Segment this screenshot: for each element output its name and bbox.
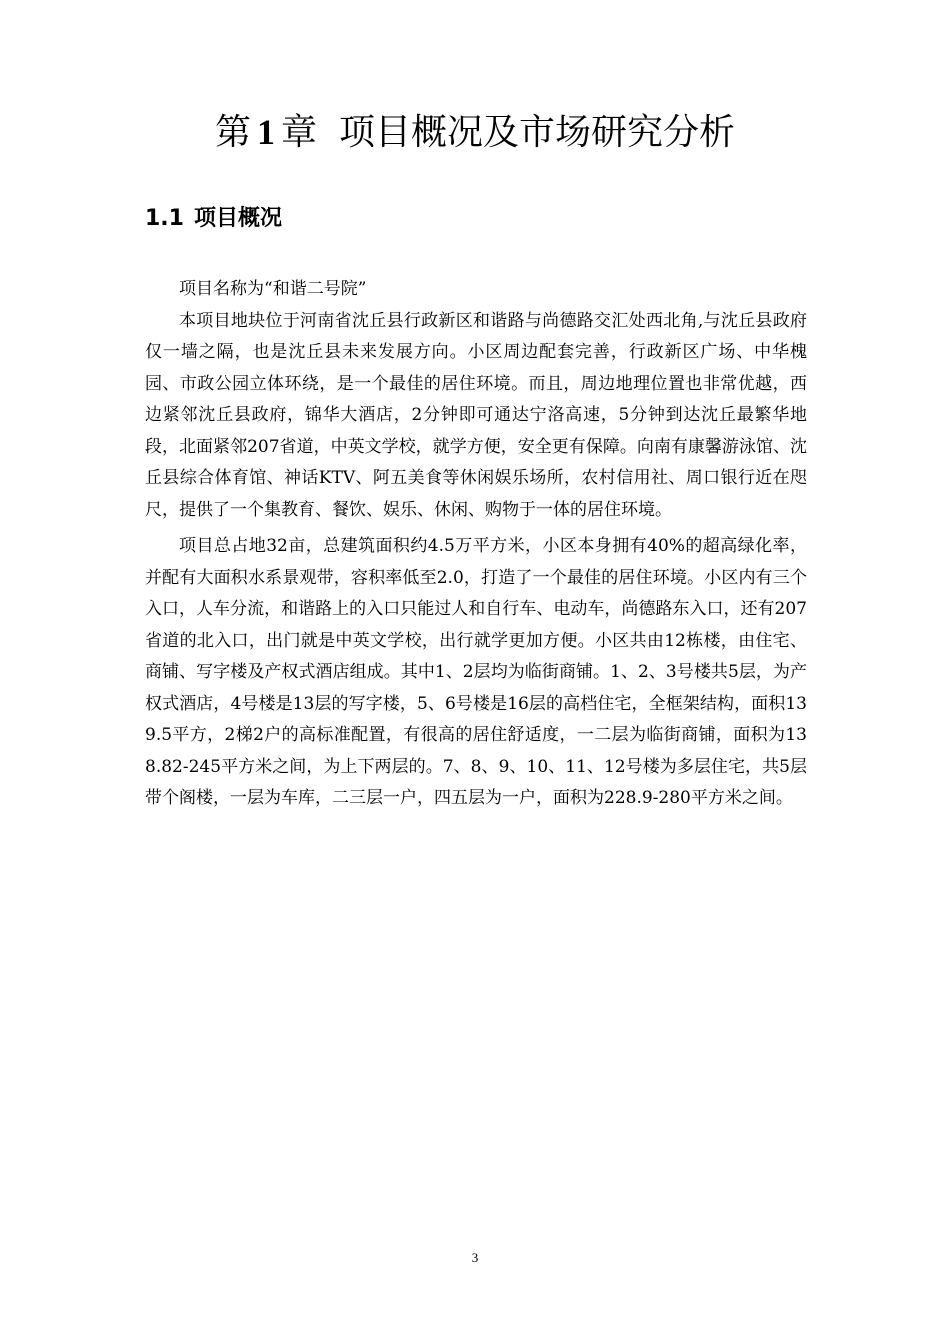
chapter-suffix: 章 <box>280 112 317 153</box>
chapter-number: 1 <box>256 112 275 152</box>
chapter-prefix: 第 <box>214 112 251 153</box>
section-number: 1.1 <box>145 206 184 231</box>
paragraph-location: 本项目地块位于河南省沈丘县行政新区和谐路与尚德路交汇处西北角,与沈丘县政府仅一墙之隔，也是沈丘县未来发展方向。小区周边配套完善，行政新区广场、中华槐园、市政公园立体环绕，是一个最佳的居住环境。而且，周边地理位置也非常优越，西边紧邻沈丘县政府，锦华大酒店，2分钟即可通达宁洛高速，5分钟到达沈丘最繁华地段，北面紧邻207省道，中英文学校，就学方便，安全更有保障。向南有康馨游泳馆、沈丘县综合体育馆、神话KTV、阿五美食等休闲娱乐场所，农村信用社、周口银行近在咫尺，提供了一个集教育、餐饮、娱乐、休闲、购物于一体的居住环境。 <box>145 310 807 520</box>
section-title-text: 项目概况 <box>193 206 282 231</box>
paragraph-overview: 项目总占地32亩，总建筑面积约4.5万平方米，小区本身拥有40%的超高绿化率，并配有大面积水系景观带，容积率低至2.0，打造了一个最佳的居住环境。小区内有三个入口，人车分流，和谐路上的入口只能过人和自行车、电动车，尚德路东入口，还有207省道的北入口，出门就是中英文学校，出行就学更加方便。小区共由12栋楼，由住宅、商铺、写字楼及产权式酒店组成。其中1、2层均为临街商铺。1、2、3号楼共5层，为产权式酒店，4号楼是13层的写字楼，5、6号楼是16层的高档住宅，全框架结构，面积139.5平方，2梯2户的高标准配置，有很高的居住舒适度，一二层为临街商铺，面积为138.82-245平方米之间，为上下两层的。7、8、9、10、11、12号楼为多层住宅，共5层带个阁楼，一层为车库，二三层一户，四五层为一户，面积为228.9-280平方米之间。 <box>145 536 807 808</box>
section-heading <box>145 203 282 235</box>
chapter-title <box>0 108 950 157</box>
chapter-title-text: 项目概况及市场研究分析 <box>339 112 736 153</box>
body-text <box>145 274 807 815</box>
page-number: 3 <box>471 1250 479 1265</box>
paragraph-project-name: 项目名称为“和谐二号院” <box>179 279 367 299</box>
